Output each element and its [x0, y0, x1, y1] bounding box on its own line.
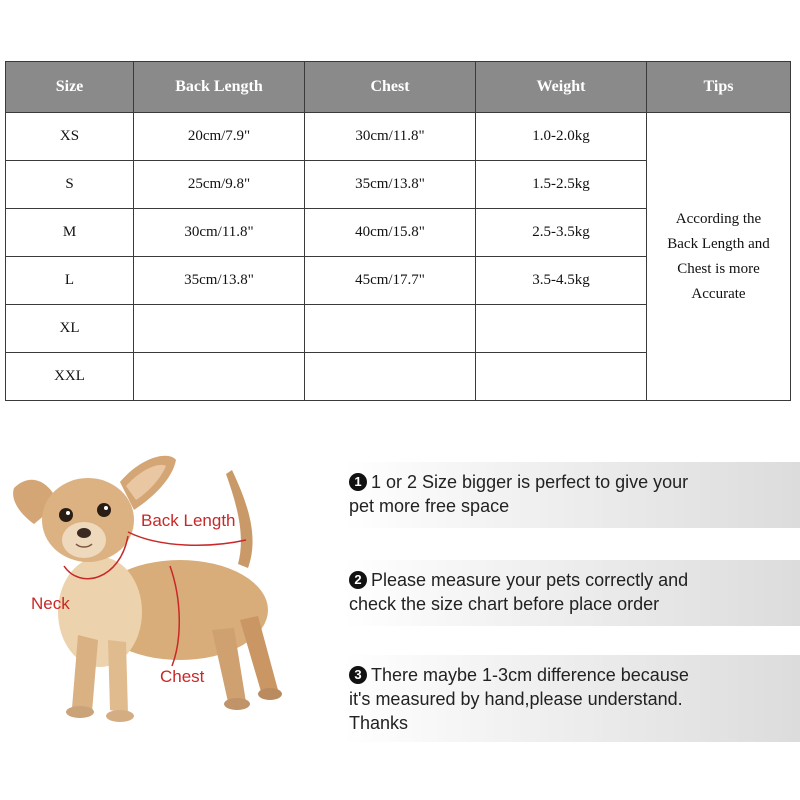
- back-length-cell: 35cm/13.8": [134, 257, 305, 305]
- weight-cell: 1.0-2.0kg: [476, 113, 647, 161]
- note-2: [343, 560, 800, 626]
- number-1-icon: 1: [349, 473, 367, 491]
- chest-cell: 30cm/11.8": [305, 113, 476, 161]
- size-cell: XS: [6, 113, 134, 161]
- back-length-cell: 30cm/11.8": [134, 209, 305, 257]
- weight-cell: [476, 305, 647, 353]
- note-text: 1 or 2 Size bigger is perfect to give your: [371, 472, 689, 492]
- header-size: Size: [6, 62, 134, 113]
- note-text: Thanks: [349, 713, 409, 733]
- size-cell: L: [6, 257, 134, 305]
- chest-cell: 40cm/15.8": [305, 209, 476, 257]
- chest-cell: 35cm/13.8": [305, 161, 476, 209]
- tips-cell: [647, 113, 791, 401]
- back-length-label: Back Length: [141, 511, 236, 530]
- size-cell: M: [6, 209, 134, 257]
- number-2-icon: 2: [349, 571, 367, 589]
- table-row: [6, 113, 791, 161]
- header-back-length: Back Length: [134, 62, 305, 113]
- dog-icon: [13, 456, 282, 722]
- table-header-row: [6, 62, 791, 113]
- weight-cell: [476, 353, 647, 401]
- note-3: [343, 655, 800, 742]
- header-tips: Tips: [647, 62, 791, 113]
- size-cell: XL: [6, 305, 134, 353]
- chest-label: Chest: [160, 667, 205, 686]
- back-length-cell: [134, 305, 305, 353]
- note-text: pet more free space: [349, 496, 510, 516]
- note-text: check the size chart before place order: [349, 594, 660, 614]
- neck-label: Neck: [31, 594, 70, 613]
- chest-cell: [305, 305, 476, 353]
- header-weight: Weight: [476, 62, 647, 113]
- back-length-cell: [134, 353, 305, 401]
- size-cell: S: [6, 161, 134, 209]
- weight-cell: 1.5-2.5kg: [476, 161, 647, 209]
- weight-cell: 2.5-3.5kg: [476, 209, 647, 257]
- back-length-cell: 20cm/7.9": [134, 113, 305, 161]
- size-cell: XXL: [6, 353, 134, 401]
- chest-cell: [305, 353, 476, 401]
- tips-line: Accurate: [691, 285, 746, 302]
- tips-line: Back Length and: [667, 235, 770, 252]
- tips-line: Chest is more: [677, 260, 760, 277]
- dog-measurement-illustration: [0, 440, 300, 740]
- note-text: it's measured by hand,please understand.: [349, 689, 683, 709]
- size-chart-table: [5, 61, 791, 401]
- note-text: There maybe 1-3cm difference because: [371, 665, 689, 685]
- number-3-icon: 3: [349, 666, 367, 684]
- header-chest: Chest: [305, 62, 476, 113]
- back-length-cell: 25cm/9.8": [134, 161, 305, 209]
- chest-cell: 45cm/17.7": [305, 257, 476, 305]
- note-1: [343, 462, 800, 528]
- weight-cell: 3.5-4.5kg: [476, 257, 647, 305]
- note-text: Please measure your pets correctly and: [371, 570, 689, 590]
- tips-line: According the: [675, 210, 762, 227]
